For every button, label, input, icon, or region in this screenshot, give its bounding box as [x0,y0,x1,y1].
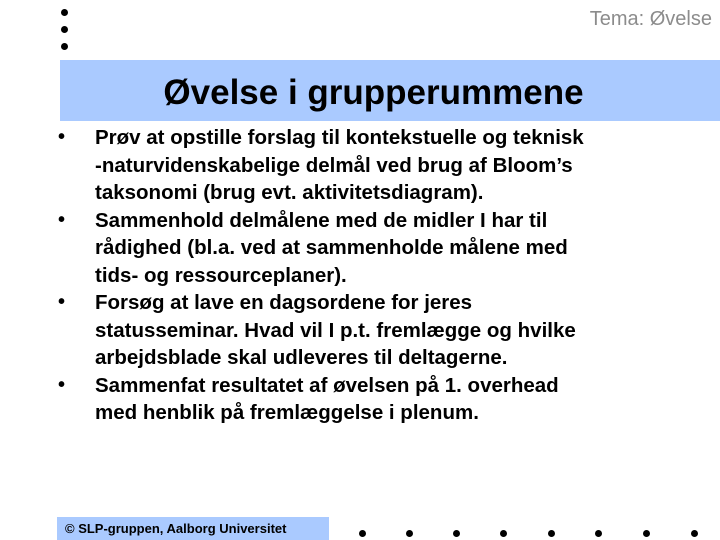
bullet-item [56,207,716,290]
bullet-icon: • [58,126,66,148]
decor-dot [595,530,602,537]
bullet-list [56,124,716,427]
decor-dot [406,530,413,537]
decor-dot [359,530,366,537]
topic-label: Tema: Øvelse [589,8,712,30]
bullet-icon: • [58,208,66,231]
bullet-text: Sammenfat resultatet af øvelsen på 1. overhead med henblik på fremlæggelse i plenum. [95,373,559,424]
bullet-text: Forsøg at lave en dagsordene for jeres statusseminar. Hvad vil I p.t. fremlægge og hvilke arbejdsblade skal udleveres til deltagerne. [95,291,576,369]
decor-dot [548,530,555,537]
bullet-icon: • [58,291,66,313]
bullet-item [56,124,716,207]
bullet-item [56,372,716,427]
decor-dot [691,530,698,537]
title-band [60,60,720,121]
slide-title: Øvelse i grupperummene [163,73,584,112]
decor-dot [643,530,650,537]
decor-dot [61,43,68,50]
footer-copyright: © SLP-gruppen, Aalborg Universitet [65,521,287,536]
footer-band [57,517,329,540]
bullet-text: Prøv at opstille forslag til kontekstuelle og teknisk -naturvidenskabelige delmål ved brug af Bloom’s taksonomi (brug evt. aktivitetsdiagram). [95,126,584,204]
decor-dot [453,530,460,537]
decor-dot [61,26,68,33]
bullet-text: Sammenhold delmålene med de midler I har til rådighed (bl.a. ved at sammenholde målene med tids- og ressourceplaner). [95,208,568,287]
decor-dot [61,9,68,16]
decor-dot [500,530,507,537]
bullet-item [56,289,716,372]
bullet-icon: • [58,373,66,396]
